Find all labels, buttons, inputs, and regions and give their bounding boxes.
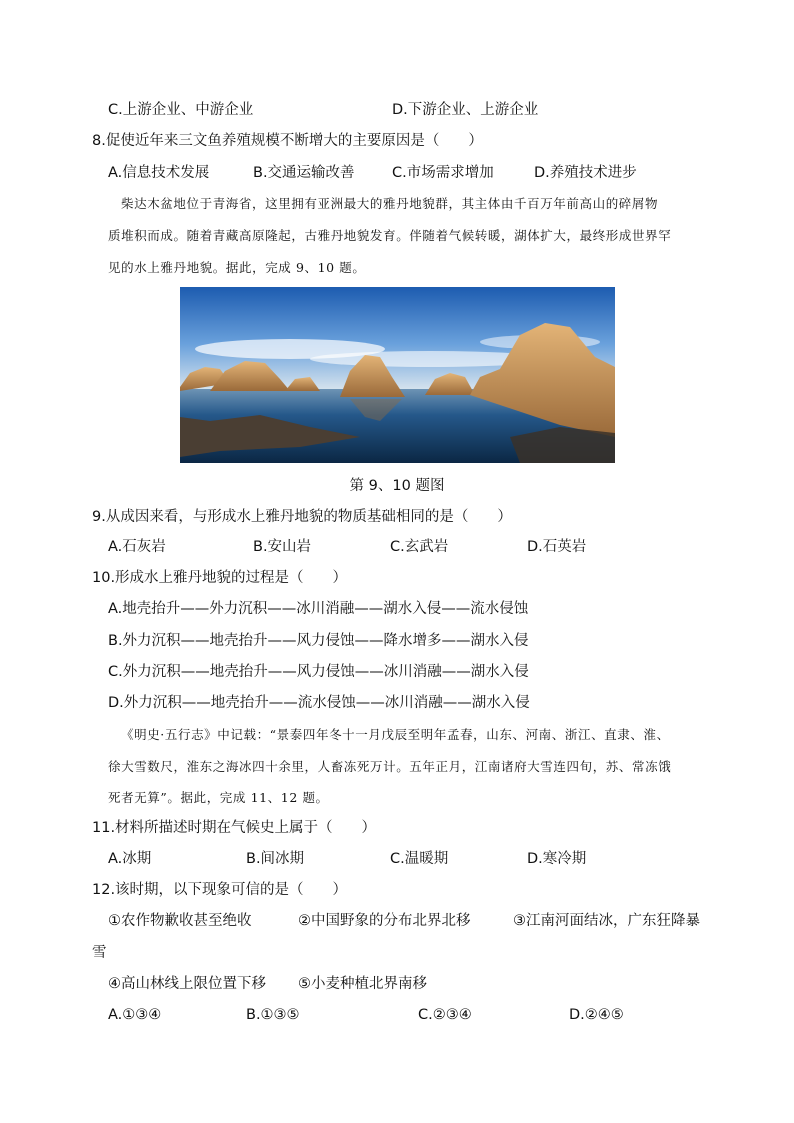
q8-option-d: D.养殖技术进步: [534, 165, 637, 181]
passage2-line2: 徐大雪数尺，淮东之海冰四十余里，人畜冻死万计。五年正月，江南诸府大雪连四旬，苏、常冻饿: [108, 759, 672, 774]
q10-stem: 10.形成水上雅丹地貌的过程是（ ）: [92, 570, 348, 586]
q12-option-b: B.①③⑤: [246, 1007, 300, 1023]
q7-option-d: D.下游企业、上游企业: [392, 102, 539, 118]
yardang-lake-photo: [180, 287, 615, 463]
passage1-line1: 柴达木盆地位于青海省，这里拥有亚洲最大的雅丹地貌群，其主体由千百万年前高山的碎屑物: [121, 196, 659, 211]
passage2-line3: 死者无算”。据此，完成 11、12 题。: [108, 790, 329, 805]
q9-option-c: C.玄武岩: [390, 539, 449, 555]
q10-option-a: A.地壳抬升——外力沉积——冰川消融——湖水入侵——流水侵蚀: [108, 601, 529, 617]
q8-option-c: C.市场需求增加: [392, 165, 494, 181]
figure-caption: 第 9、10 题图: [349, 478, 445, 494]
q12-option-a: A.①③④: [108, 1007, 162, 1023]
q12-item-4: ④高山林线上限位置下移: [108, 976, 266, 992]
q9-option-b: B.安山岩: [253, 539, 312, 555]
q10-option-d: D.外力沉积——地壳抬升——流水侵蚀——冰川消融——湖水入侵: [108, 695, 530, 711]
q10-option-c: C.外力沉积——地壳抬升——风力侵蚀——冰川消融——湖水入侵: [108, 664, 529, 680]
q12-item-3: ③江南河面结冰，广东狂降暴: [513, 913, 700, 929]
q12-option-c: C.②③④: [418, 1007, 472, 1023]
q8-option-b: B.交通运输改善: [253, 165, 355, 181]
passage1-line2: 质堆积而成。随着青藏高原隆起，古雅丹地貌发育。伴随着气候转暖，湖体扩大，最终形成世界罕: [108, 228, 672, 243]
q9-option-d: D.石英岩: [527, 539, 587, 555]
q11-stem: 11.材料所描述时期在气候史上属于（ ）: [92, 820, 377, 836]
q12-stem: 12.该时期，以下现象可信的是（ ）: [92, 882, 348, 898]
q11-option-a: A.冰期: [108, 851, 152, 867]
q9-stem: 9.从成因来看，与形成水上雅丹地貌的物质基础相同的是（ ）: [92, 509, 512, 525]
q8-stem: 8.促使近年来三文鱼养殖规模不断增大的主要原因是（ ）: [92, 133, 483, 149]
q11-option-c: C.温暖期: [390, 851, 449, 867]
q9-option-a: A.石灰岩: [108, 539, 166, 555]
q8-option-a: A.信息技术发展: [108, 165, 210, 181]
q12-item-2: ②中国野象的分布北界北移: [298, 913, 471, 929]
passage1-line3: 见的水上雅丹地貌。据此，完成 9、10 题。: [108, 260, 366, 275]
q12-item-1: ①农作物歉收甚至绝收: [108, 913, 252, 929]
passage2-line1: 《明史·五行志》中记载：“景泰四年冬十一月戊辰至明年孟春，山东、河南、浙江、直隶、淮、: [121, 727, 670, 742]
q10-option-b: B.外力沉积——地壳抬升——风力侵蚀——降水增多——湖水入侵: [108, 633, 529, 649]
q11-option-b: B.间冰期: [246, 851, 305, 867]
q11-option-d: D.寒冷期: [527, 851, 587, 867]
q12-item-3-continued: 雪: [92, 945, 107, 961]
q12-option-d: D.②④⑤: [569, 1007, 624, 1023]
q12-item-5: ⑤小麦种植北界南移: [298, 976, 427, 992]
yardang-illustration: [180, 287, 615, 463]
q7-option-c: C.上游企业、中游企业: [108, 102, 254, 118]
